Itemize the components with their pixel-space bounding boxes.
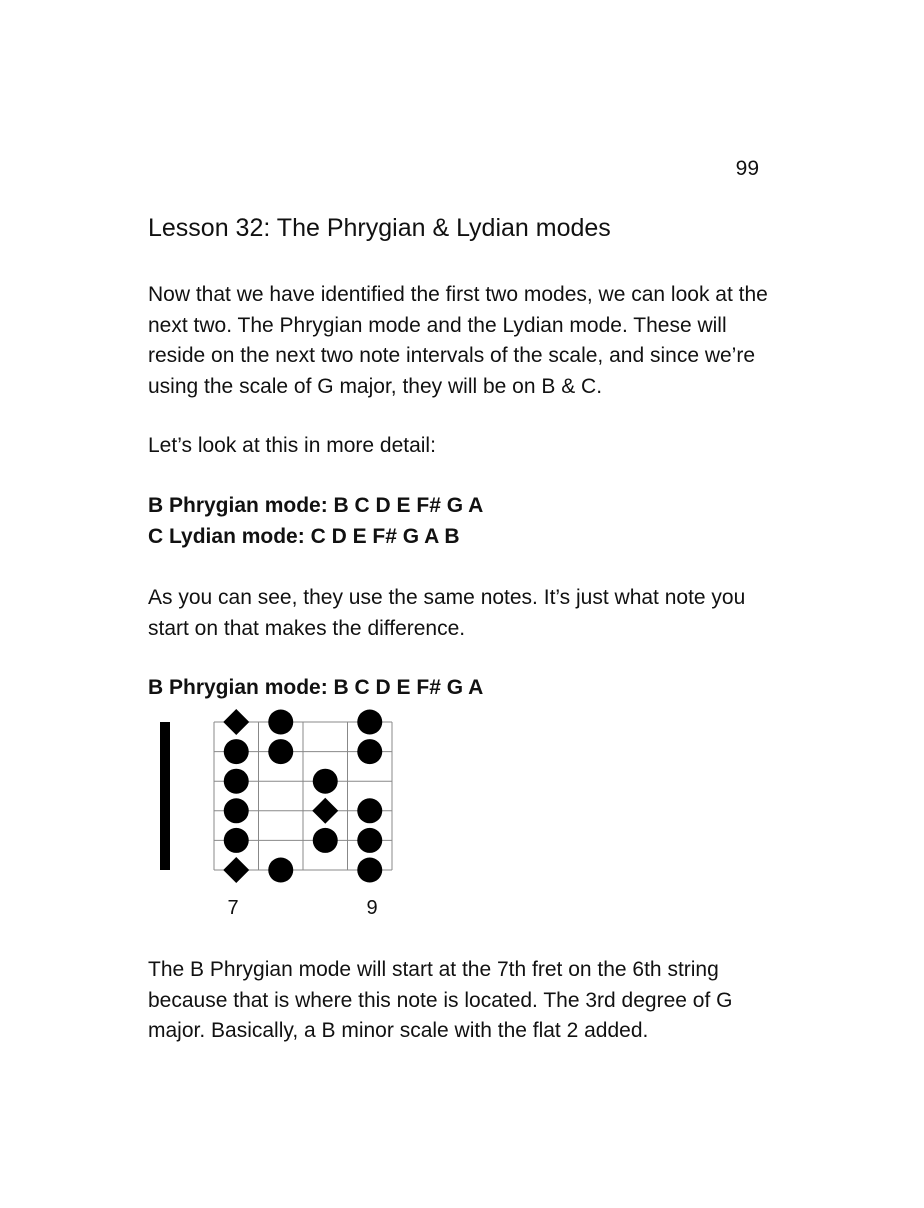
lesson-title: Lesson 32: The Phrygian & Lydian modes <box>148 214 611 242</box>
scale-note-dot <box>313 828 338 853</box>
scale-note-dot <box>268 739 293 764</box>
fret-label-9: 9 <box>366 897 378 919</box>
scale-note-dot <box>357 828 382 853</box>
fretboard-diagram <box>150 700 410 900</box>
detail-paragraph: Let’s look at this in more detail: <box>148 434 436 457</box>
lydian-mode-notes: C Lydian mode: C D E F# G A B <box>148 525 460 548</box>
scale-note-dot <box>313 769 338 794</box>
scale-note-dot <box>224 769 249 794</box>
scale-note-dot <box>224 828 249 853</box>
closing-paragraph: The B Phrygian mode will start at the 7th fret on the 6th string because that is where this note is located. The 3rd degree of G major. Basically, a B minor scale with the flat 2 added. <box>148 958 733 1042</box>
scale-note-dot <box>224 739 249 764</box>
scale-note-dot <box>268 858 293 883</box>
scale-note-dot <box>268 710 293 735</box>
phrygian-mode-notes: B Phrygian mode: B C D E F# G A <box>148 494 484 517</box>
nut-bar <box>160 722 170 870</box>
scale-note-dot <box>357 710 382 735</box>
page-number: 99 <box>735 157 759 180</box>
scale-note-dot <box>357 798 382 823</box>
scale-note-dot <box>357 739 382 764</box>
root-note-diamond <box>223 709 249 735</box>
same-notes-paragraph: As you can see, they use the same notes. It’s just what note you start on that makes the difference. <box>148 586 746 640</box>
scale-note-dot <box>224 798 249 823</box>
intro-paragraph: Now that we have identified the first two modes, we can look at the next two. The Phrygian mode and the Lydian mode. These will reside on the next two note intervals of the scale, and since we’re using the scale of G major, they will be on B & C. <box>148 283 768 398</box>
root-note-diamond <box>223 857 249 883</box>
scale-note-dot <box>357 858 382 883</box>
diagram-title: B Phrygian mode: B C D E F# G A <box>148 676 484 699</box>
fret-label-7: 7 <box>227 897 239 919</box>
root-note-diamond <box>312 798 338 824</box>
